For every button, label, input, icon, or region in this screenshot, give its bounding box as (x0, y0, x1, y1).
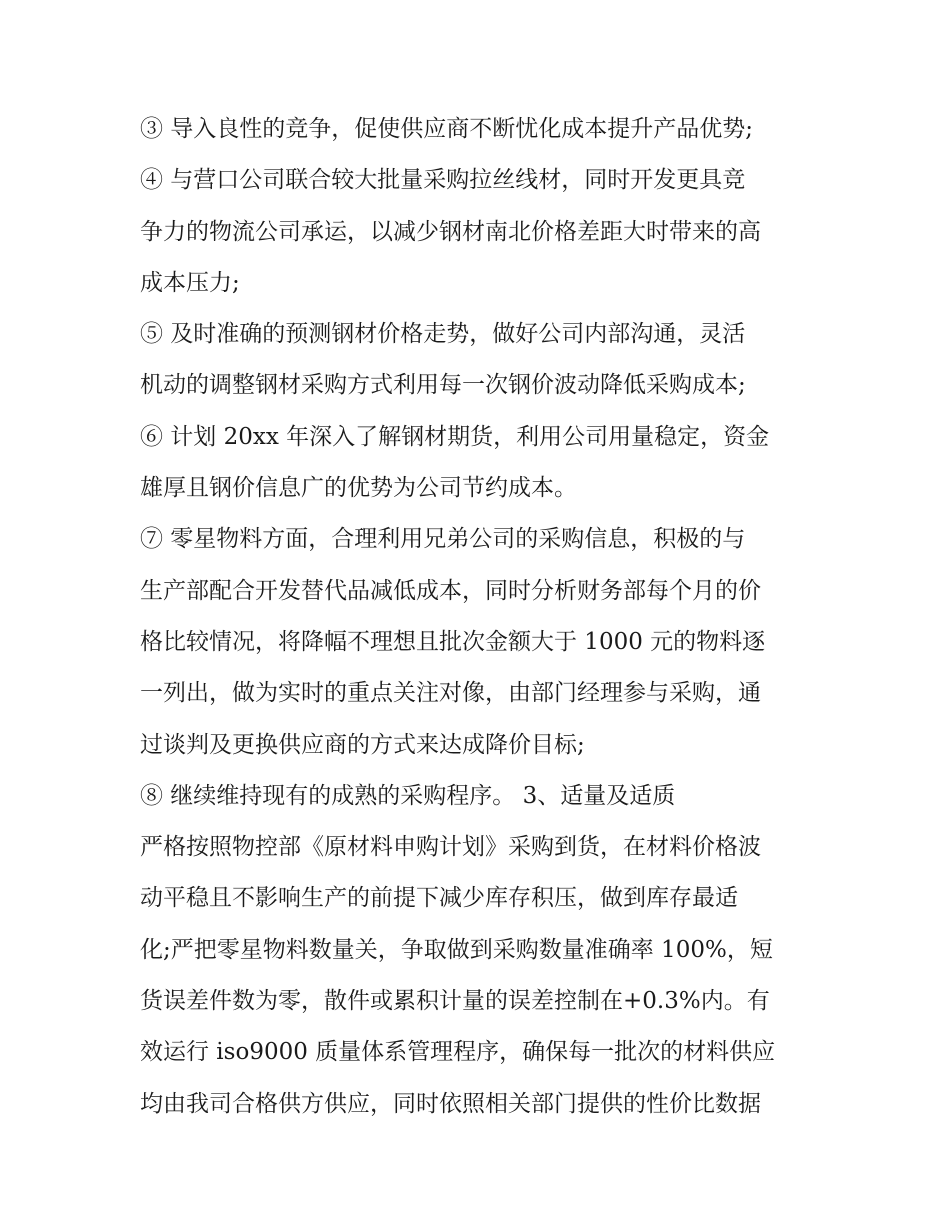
text-line: ⑤ 及时准确的预测钢材价格走势，做好公司内部沟通，灵活 (140, 321, 746, 348)
text-line: 货误差件数为零，散件或累积计量的误差控制在+0.3%内。有 (140, 988, 770, 1015)
text-line: 生产部配合开发替代品减低成本，同时分析财务部每个月的价 (140, 577, 761, 604)
text-line: ③ 导入良性的竞争，促使供应商不断忧化成本提升产品优势; (140, 116, 754, 142)
text-line: 化;严把零星物料数量关，争取做到采购数量准确率 100%，短 (140, 936, 773, 963)
text-line: 争力的物流公司承运，以减少钢材南北价格差距大时带来的高 (140, 218, 761, 245)
text-line: 格比较情况，将降幅不理想且批次金额大于 1000 元的物料逐 (140, 628, 766, 655)
text-line: 一列出，做为实时的重点关注对像，由部门经理参与采购，通 (140, 680, 761, 707)
text-line: ④ 与营口公司联合较大批量采购拉丝线材，同时开发更具竞 (140, 167, 746, 194)
text-line: 效运行 iso9000 质量体系管理程序，确保每一批次的材料供应 (140, 1039, 776, 1066)
text-line: 严格按照物控部《原材料申购计划》采购到货，在材料价格波 (140, 834, 761, 861)
text-line: 均由我司合格供方供应，同时依照相关部门提供的性价比数据 (140, 1090, 761, 1117)
text-line: 雄厚且钢价信息广的优势为公司节约成本。 (140, 475, 577, 502)
text-line: ⑦ 零星物料方面，合理利用兄弟公司的采购信息，积极的与 (140, 526, 746, 553)
body-text (140, 104, 820, 1130)
text-line: 动平稳且不影响生产的前提下减少库存积压，做到库存最适 (140, 885, 738, 912)
text-line: 过谈判及更换供应商的方式来达成降价目标; (140, 731, 585, 758)
text-line: 机动的调整钢材采购方式利用每一次钢价波动降低采购成本; (140, 372, 746, 399)
text-line: ⑥ 计划 20xx 年深入了解钢材期货，利用公司用量稳定，资金 (140, 423, 770, 450)
text-line: ⑧ 继续维持现有的成熟的采购程序。 3、适量及适质 (140, 782, 676, 809)
text-line: 成本压力; (140, 269, 240, 296)
